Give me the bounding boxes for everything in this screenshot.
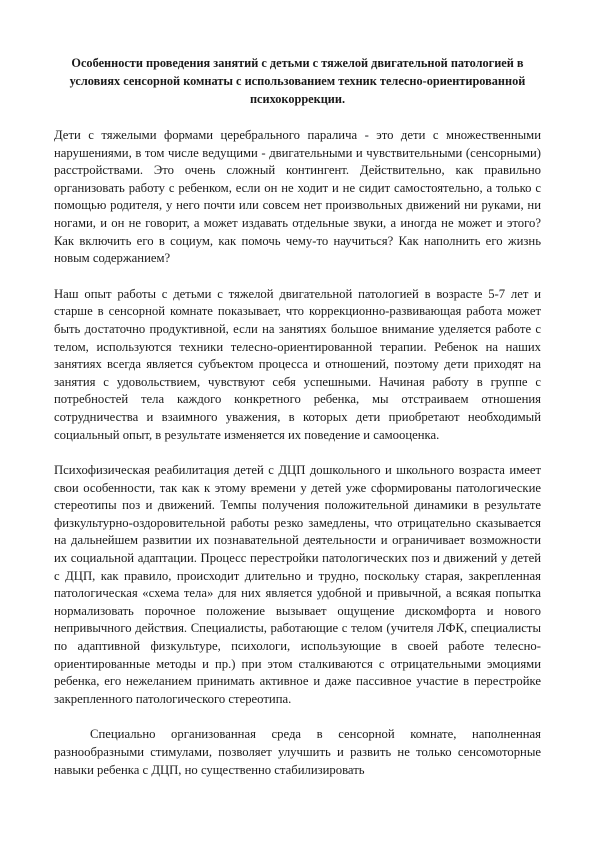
paragraph-3: Психофизическая реабилитация детей с ДЦП дошкольного и школьного возраста имеет свои особенности, так как к этому времени у детей уже сформированы патологические стереотипы поз и движений. Темпы получения положительной динамики в результате физкультурно-оздоровительной работы резко замедлены, что отрицательно сказывается на дальнейшем развитии их познавательной деятельности и ограничивает возможности их социальной адаптации. Процесс перестройки патологических поз и движений у детей с ДЦП, как правило, происходит длительно и трудно, поскольку старая, закрепленная патологическая «схема тела» для них является удобной и привычной, а всякая попытка нормализовать порочное положение вызывает ощущение дискомфорта и нового непривычного действия. Специалисты, работающие с телом (учителя ЛФК, специалисты по адаптивной физкультуре, психологи, использующие в своей работе телесно-ориентированные методы и пр.) при этом сталкиваются с отрицательными эмоциями ребенка, его нежеланием принимать активное и даже пассивное участие в перестройке закрепленного патологического стереотипа.	[54, 463, 541, 706]
paragraph-1: Дети с тяжелыми формами церебрального паралича - это дети с множественными нарушениями, в том числе ведущими - двигательными и чувствительными (сенсорными) расстройствами. Это очень сложный контингент. Действительно, как правильно организовать работу с ребенком, если он не ходит и не сидит самостоятельно, а только с помощью родителя, у него почти или совсем нет произвольных движений ни руками, ни ногами, и он не говорит, а может издавать отдельные звуки, а иногда не может и этого? Как включить его в социум, как помочь чему-то научиться? Как наполнить его жизнь новым содержанием?	[54, 128, 541, 266]
paragraph-2: Наш опыт работы с детьми с тяжелой двигательной патологией в возрасте 5-7 лет и старше в сенсорной комнате показывает, что коррекционно-развивающая работа может быть достаточно продуктивной, если на занятиях большое внимание уделяется работе с телом, используются техники телесно-ориентированной терапии. Ребенок на наших занятиях всегда является субъектом процесса и отношений, поэтому дети приходят на занятия с удовольствием, чувствуют себя успешными. Начиная работу в группе с потребностей тела каждого конкретного ребенка, мы отстраиваем отношения сотрудничества и взаимного уважения, в которых дети приобретают необходимый социальный опыт, в результате изменяется их поведение и самооценка.	[54, 286, 541, 442]
paragraph-4: Специально организованная среда в сенсорной комнате, наполненная разнообразными стимулами, позволяет улучшить и развить не только сенсомоторные навыки ребенка с ДЦП, но существенно стабилизировать	[54, 727, 541, 777]
document-title: Особенности проведения занятий с детьми с тяжелой двигательной патологией в условиях сенсорной комнаты с использованием техник телесно-ориентированной психокоррекции.	[69, 56, 526, 106]
